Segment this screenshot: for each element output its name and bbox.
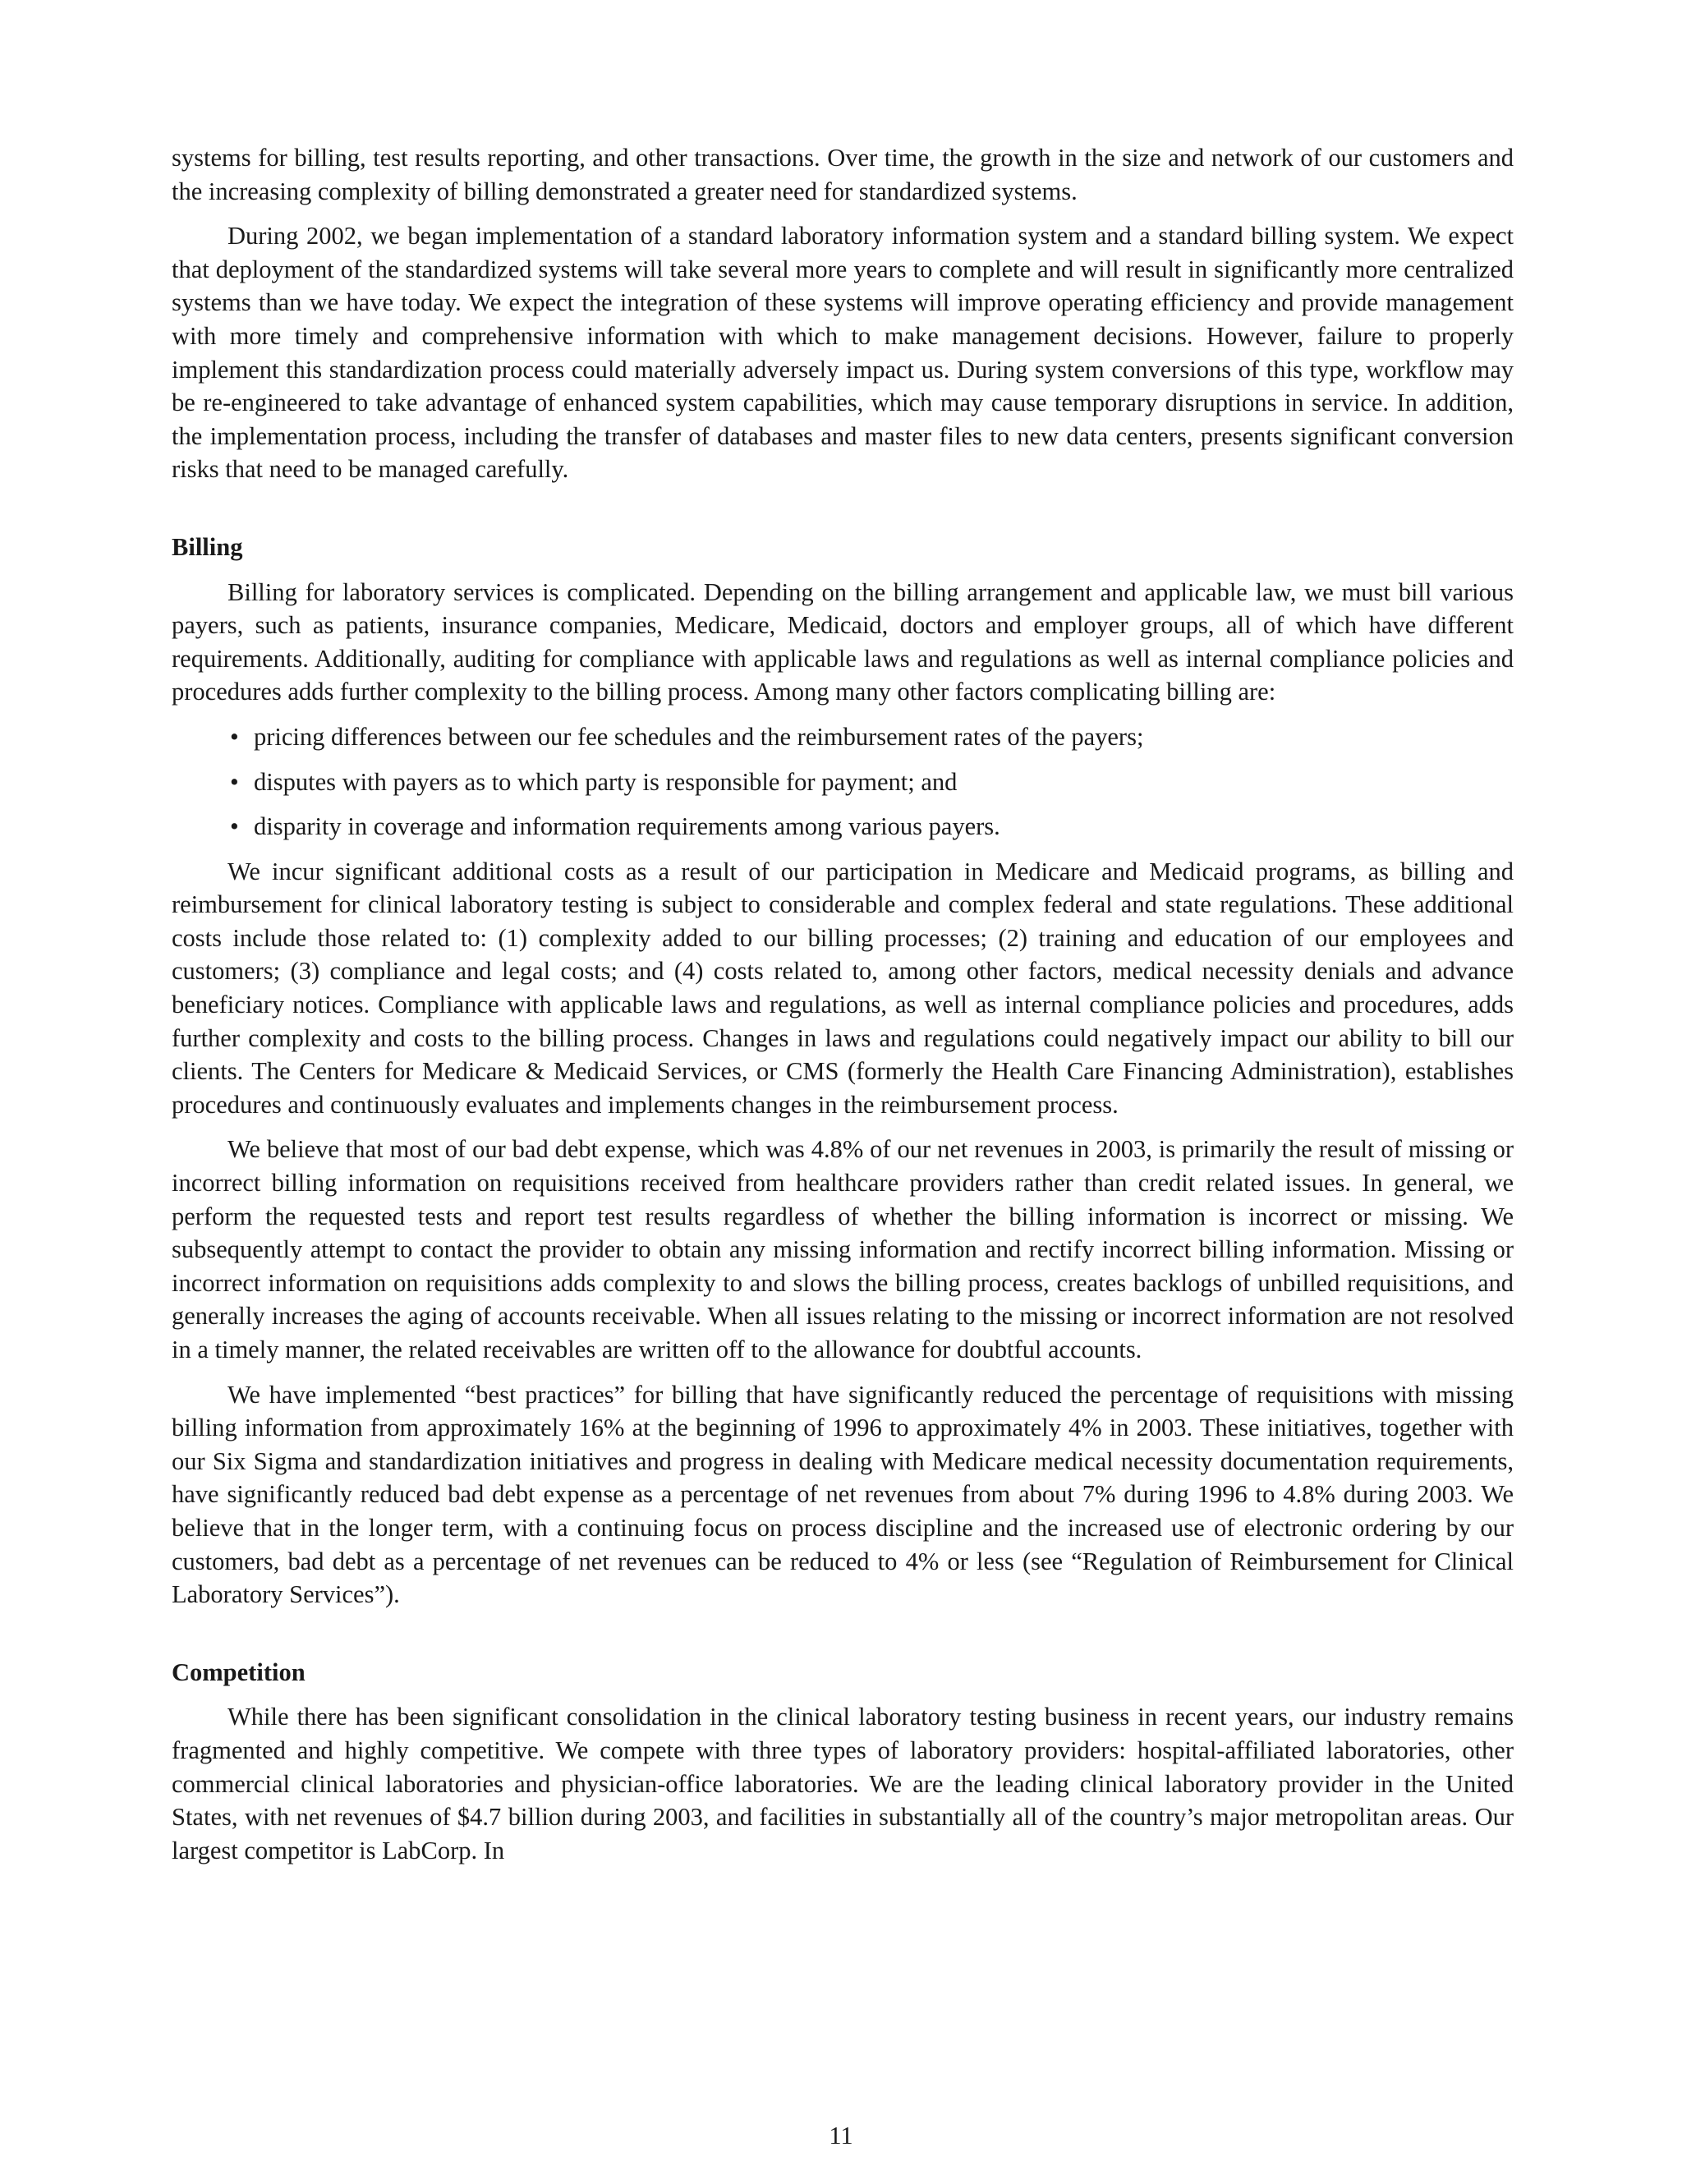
best-practices-paragraph: We have implemented “best practices” for billing that have significantly reduced the percentage of requisitions with missing billing information from approximately 16% at the beginning of 1996 to approximately 4% in 2003. These initiatives, together with our Six Sigma and standardization initiatives and progress in dealing with Medicare medical necessity documentation requirements, have significantly reduced bad debt expense as a percentage of net revenues from about 7% during 1996 to 4.8% during 2003. We believe that in the longer term, with a continuing focus on process discipline and the increased use of electronic ordering by our customers, bad debt as a percentage of net revenues can be reduced to 4% or less (see “Regulation of Reimbursement for Clinical Laboratory Services”). [172,1380,1514,1609]
bullet-icon: • [230,767,239,796]
competition-paragraph: While there has been significant consolidation in the clinical laboratory testing business in recent years, our industry remains fragmented and highly competitive. We compete with three types of laboratory providers: hospital-affiliated laboratories, other commercial clinical laboratories and physician-office laboratories. We are the leading clinical laboratory provider in the United States, with net revenues of $4.7 billion during 2003, and facilities in substantially all of the country’s major metropolitan areas. Our largest competitor is LabCorp. In [172,1703,1514,1864]
billing-intro-paragraph: Billing for laboratory services is complicated. Depending on the billing arrangement and applicable law, we must bill various payers, such as patients, insurance companies, Medicare, Medicaid, doctors and employer groups, all of which have different requirements. Additionally, auditing for compliance with applicable laws and regulations as well as internal compliance policies and procedures adds further complexity to the billing process. Among many other factors complicating billing are: [172,577,1514,706]
bad-debt-paragraph: We believe that most of our bad debt expense, which was 4.8% of our net revenues in 2003, is primarily the result of missing or incorrect billing information on requisitions received from healthcare providers rather than credit related issues. In general, we perform the requested tests and report test results regardless of whether the billing information is incorrect or missing. We subsequently attempt to contact the provider to obtain any missing information and rectify incorrect billing information. Missing or incorrect information on requisitions adds complexity to and slows the billing process, creates backlogs of unbilled requisitions, and generally increases the aging of accounts receivable. When all issues relating to the missing or incorrect information are not resolved in a timely manner, the related receivables are written off to the allowance for doubtful accounts. [172,1135,1514,1363]
list-item [172,766,1514,799]
competition-heading: Competition [172,1658,306,1686]
billing-factors-list [172,720,1514,844]
billing-costs-paragraph: We incur significant additional costs as a result of our participation in Medicare and Medicaid programs, as billing and reimbursement for clinical laboratory testing is subject to considerable and complex federal and state regulations. These additional costs include those related to: (1) complexity added to our billing processes; (2) training and education of our employees and customers; (3) compliance and legal costs; and (4) costs related to, among other factors, medical necessity denials and advance beneficiary notices. Compliance with applicable laws and regulations, as well as internal compliance policies and procedures, adds further complexity and costs to the billing process. Changes in laws and regulations could negatively impact our ability to bill our clients. The Centers for Medicare & Medicaid Services, or CMS (formerly the Health Care Financing Administration), establishes procedures and continuously evaluates and implements changes in the reimbursement process. [172,857,1514,1119]
bullet-icon: • [230,812,239,841]
list-item [172,810,1514,844]
billing-heading: Billing [172,532,243,561]
bullet-icon: • [230,722,239,751]
list-item-text: disputes with payers as to which party is responsible for payment; and [254,767,958,796]
page-number: 11 [829,2122,853,2150]
list-item [172,720,1514,754]
list-item-text: pricing differences between our fee schedules and the reimbursement rates of the payers; [254,722,1144,751]
intro-paragraph-2: During 2002, we began implementation of a standard laboratory information system and a standard billing system. We expect that deployment of the standardized systems will take several more years to complete and will result in significantly more centralized systems than we have today. We expect the integration of these systems will improve operating efficiency and provide management with more timely and comprehensive information with which to make management decisions. However, failure to properly implement this standardization process could materially adversely impact us. During system conversions of this type, workflow may be re-engineered to take advantage of enhanced system capabilities, which may cause temporary disruptions in service. In addition, the implementation process, including the transfer of databases and master files to new data centers, presents significant conversion risks that need to be managed carefully. [172,222,1514,484]
list-item-text: disparity in coverage and information requirements among various payers. [254,812,1000,841]
intro-paragraph-1: systems for billing, test results reporting, and other transactions. Over time, the growth in the size and network of our customers and the increasing complexity of billing demonstrated a greater need for standardized systems. [172,144,1514,205]
